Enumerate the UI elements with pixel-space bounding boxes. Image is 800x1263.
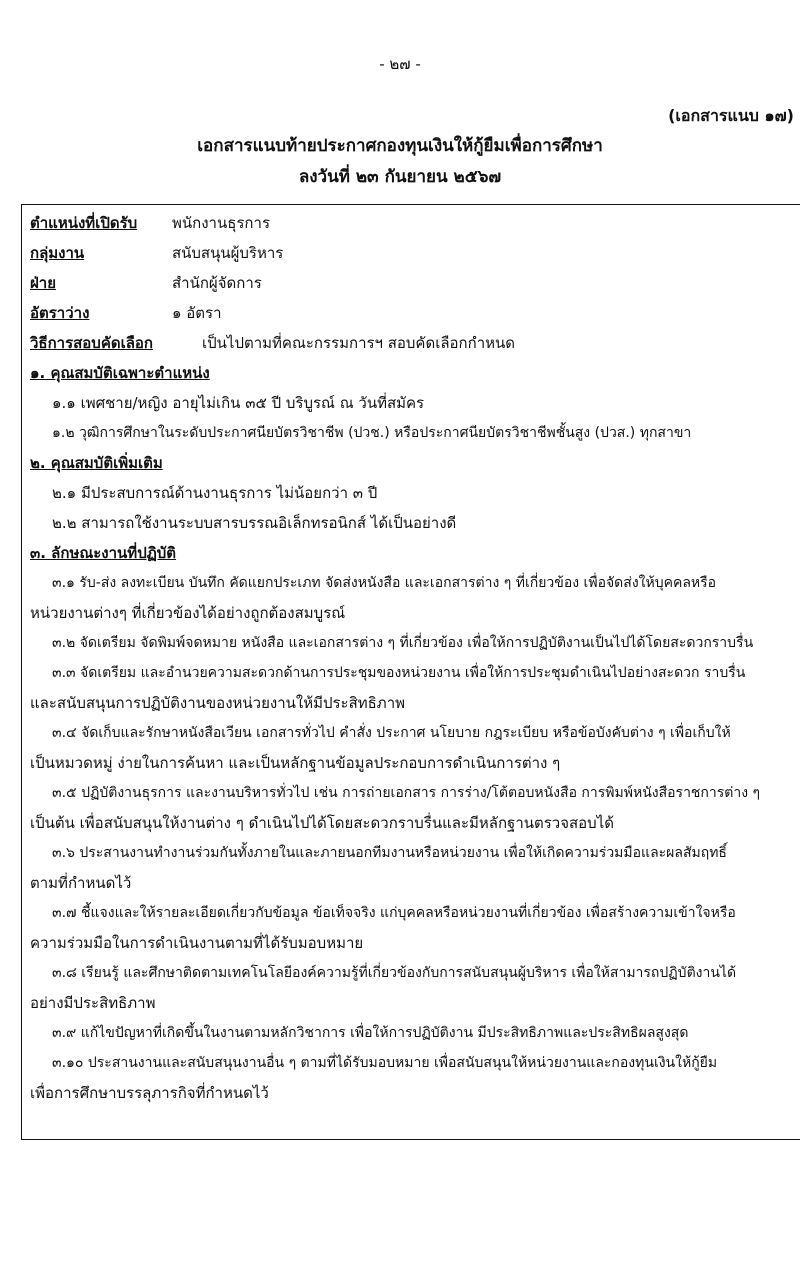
- paragraph-line: เป็นต้น เพื่อสนับสนุนให้งานต่าง ๆ ดำเนินไปได้โดยสะดวกราบรื่นและมีหลักฐานตรวจสอบได้: [30, 814, 614, 832]
- list-item: ๒.๒ สามารถใช้งานระบบสารบรรณอิเล็กทรอนิกส์ ได้เป็นอย่างดี: [52, 514, 457, 532]
- document-title: เอกสารแนบท้ายประกาศกองทุนเงินให้กู้ยืมเพื่อการศึกษา: [197, 136, 603, 156]
- paragraph-line: ๓.๓ จัดเตรียม และอำนวยความสะดวกด้านการประชุมของหน่วยงาน เพื่อให้การประชุมดำเนินไปอย่างสะดวก ราบรื่น: [52, 665, 746, 681]
- attachment-label: (เอกสารแนบ ๑๗): [668, 106, 794, 125]
- field-label-group: กลุ่มงาน: [30, 244, 85, 262]
- field-value-group: สนับสนุนผู้บริหาร: [172, 244, 284, 262]
- paragraph-line: ความร่วมมือในการดำเนินงานตามที่ได้รับมอบหมาย: [30, 934, 364, 952]
- paragraph-line: ๓.๘ เรียนรู้ และศึกษาติดตามเทคโนโลยีองค์ความรู้ที่เกี่ยวข้องกับการสนับสนุนผู้บริหาร เพื่อให้สามารถปฏิบัติงานได้: [52, 965, 737, 981]
- field-value-department: สำนักผู้จัดการ: [172, 274, 262, 292]
- field-value-position: พนักงานธุรการ: [172, 214, 270, 232]
- paragraph-line: ๓.๕ ปฏิบัติงานธุรการ และงานบริหารทั่วไป เช่น การถ่ายเอกสาร การร่าง/โต้ตอบหนังสือ การพิมพ์หนังสือราชการต่าง ๆ: [52, 785, 761, 801]
- paragraph-line: หน่วยงานต่างๆ ที่เกี่ยวข้องได้อย่างถูกต้องสมบูรณ์: [30, 604, 346, 622]
- paragraph-line: เพื่อการศึกษาบรรลุภารกิจที่กำหนดไว้: [30, 1084, 269, 1102]
- field-label-department: ฝ่าย: [30, 274, 57, 292]
- paragraph-line: ๓.๑ รับ-ส่ง ลงทะเบียน บันทึก คัดแยกประเภท จัดส่งหนังสือ และเอกสารต่าง ๆ ที่เกี่ยวข้อง เพื่อจัดส่งให้บุคคลหรือ: [52, 575, 717, 591]
- section-heading-qualifications: ๑. คุณสมบัติเฉพาะตำแหน่ง: [30, 364, 210, 382]
- section-heading-duties: ๓. ลักษณะงานที่ปฏิบัติ: [30, 544, 177, 562]
- paragraph-line: ๓.๗ ชี้แจงและให้รายละเอียดเกี่ยวกับข้อมูล ข้อเท็จจริง แก่บุคคลหรือหน่วยงานที่เกี่ยวข้อง เพื่อสร้างความเข้าใจหรือ: [52, 905, 736, 921]
- job-description-box: [21, 204, 800, 1140]
- paragraph-line: ๓.๒ จัดเตรียม จัดพิมพ์จดหมาย หนังสือ และเอกสารต่าง ๆ ที่เกี่ยวข้อง เพื่อให้การปฏิบัติงานเป็นไปได้โดยสะดวกราบรื่น: [52, 635, 754, 651]
- paragraph-line: และสนับสนุนการปฏิบัติงานของหน่วยงานให้มีประสิทธิภาพ: [30, 694, 405, 712]
- list-item: ๑.๒ วุฒิการศึกษาในระดับประกาศนียบัตรวิชาชีพ (ปวช.) หรือประกาศนียบัตรวิชาชีพชั้นสูง (ปวส.) ทุกสาขา: [52, 425, 692, 441]
- field-label-selection-method: วิธีการสอบคัดเลือก: [30, 334, 154, 352]
- paragraph-line: ๓.๔ จัดเก็บและรักษาหนังสือเวียน เอกสารทั่วไป คำสั่ง ประกาศ นโยบาย กฎระเบียบ หรือข้อบังคับต่าง ๆ เพื่อเก็บให้: [52, 725, 731, 741]
- list-item: ๑.๑ เพศชาย/หญิง อายุไม่เกิน ๓๕ ปี บริบูรณ์ ณ วันที่สมัคร: [52, 394, 425, 412]
- field-value-selection-method: เป็นไปตามที่คณะกรรมการฯ สอบคัดเลือกกำหนด: [202, 334, 516, 352]
- section-heading-additional-qualifications: ๒. คุณสมบัติเพิ่มเติม: [30, 454, 163, 472]
- paragraph-line: ตามที่กำหนดไว้: [30, 874, 132, 892]
- paragraph-line: อย่างมีประสิทธิภาพ: [30, 994, 156, 1012]
- paragraph-line: ๓.๖ ประสานงานทำงานร่วมกันทั้งภายในและภายนอกทีมงานหรือหน่วยงาน เพื่อให้เกิดความร่วมมือและผลสัมฤทธิ์: [52, 845, 727, 861]
- paragraph-line: ๓.๑๐ ประสานงานและสนับสนุนงานอื่น ๆ ตามที่ได้รับมอบหมาย เพื่อสนับสนุนให้หน่วยงานและกองทุนเงินให้กู้ยืม: [52, 1055, 718, 1071]
- field-label-vacancy: อัตราว่าง: [30, 304, 90, 322]
- field-label-position: ตำแหน่งที่เปิดรับ: [30, 214, 138, 232]
- paragraph-line: เป็นหมวดหมู่ ง่ายในการค้นหา และเป็นหลักฐานข้อมูลประกอบการดำเนินการต่าง ๆ: [30, 754, 561, 772]
- page-number: - ๒๗ -: [379, 55, 421, 73]
- paragraph-line: ๓.๙ แก้ไขปัญหาที่เกิดขึ้นในงานตามหลักวิชาการ เพื่อให้การปฏิบัติงาน มีประสิทธิภาพและประสิทธิผลสูงสุด: [52, 1025, 689, 1041]
- document-date: ลงวันที่ ๒๓ กันยายน ๒๕๖๗: [298, 167, 502, 187]
- list-item: ๒.๑ มีประสบการณ์ด้านงานธุรการ ไม่น้อยกว่า ๓ ปี: [52, 484, 378, 502]
- field-value-vacancy: ๑ อัตรา: [172, 304, 222, 322]
